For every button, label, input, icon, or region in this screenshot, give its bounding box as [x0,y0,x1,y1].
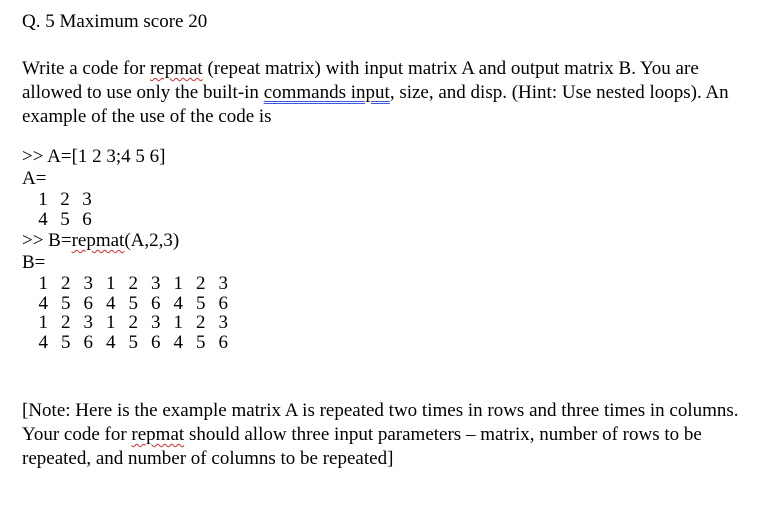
matrix-cell: 3 [151,312,161,333]
matrix-row [32,190,98,210]
matrix-row [32,313,235,333]
matrix-cell: 2 [61,312,71,333]
spelling-flagged-word: repmat [131,424,185,445]
matrix-row [32,333,235,353]
matrix-cell: 5 [196,292,206,314]
matrix-cell: 1 [173,312,183,333]
statement-line-1 [22,57,762,81]
matrix-a [32,190,98,230]
matrix-cell: 4 [106,331,116,353]
note-block [22,399,762,471]
note-line-1: [Note: Here is the example matrix A is repeated two times in rows and three times in columns. [22,400,739,421]
matrix-b [32,274,235,352]
question-heading: Q. 5 Maximum score 20 [22,11,208,32]
statement-line-3: example of the use of the code is [22,106,272,127]
statement-text: (repeat matrix) with input matrix A and output matrix B. You are [202,58,699,79]
matrix-cell: 3 [151,273,161,294]
document-page [22,10,762,469]
matrix-cell: 6 [151,292,161,314]
statement-text: Write a code for [22,58,150,79]
command-text: (A,2,3) [124,230,180,251]
note-line-3: repeated, and number of columns to be repeated] [22,448,394,469]
output-label-a: A= [22,168,47,189]
matrix-cell: 4 [106,292,116,314]
matrix-cell: 2 [61,273,71,294]
matrix-cell: 4 [173,331,183,353]
matrix-cell: 1 [38,312,48,333]
matrix-cell: 1 [38,189,48,210]
matrix-cell: 4 [38,292,48,314]
matrix-cell: 6 [83,292,93,314]
matrix-cell: 3 [218,273,228,294]
statement-line-2 [22,81,762,105]
matrix-cell: 1 [173,273,183,294]
matrix-cell: 2 [196,273,206,294]
spelling-flagged-word: repmat [149,58,203,79]
command-define-a: >> A=[1 2 3;4 5 6] [22,146,166,167]
matrix-cell: 3 [218,312,228,333]
grammar-flagged-text: commands input [263,82,390,103]
matrix-cell: 6 [151,331,161,353]
output-label-b: B= [22,252,46,273]
matrix-cell: 6 [82,209,92,230]
matrix-cell: 5 [60,209,70,230]
matrix-cell: 6 [83,331,93,353]
problem-statement [22,57,762,129]
matrix-cell: 2 [196,312,206,333]
matrix-cell: 2 [60,189,70,210]
spelling-flagged-word: repmat [71,230,125,251]
matrix-cell: 4 [173,292,183,314]
matrix-cell: 4 [38,331,48,353]
matrix-row [32,294,235,314]
matrix-cell: 2 [128,312,138,333]
matrix-cell: 1 [38,273,48,294]
matrix-cell: 3 [82,189,92,210]
matrix-cell: 6 [218,331,228,353]
matrix-cell: 3 [83,312,93,333]
note-line-2 [22,423,762,447]
matrix-cell: 5 [61,292,71,314]
command-repmat [22,230,762,252]
matrix-row [32,210,98,230]
matrix-row [32,274,235,294]
matrix-cell: 5 [128,292,138,314]
matrix-cell: 2 [128,273,138,294]
matrix-cell: 5 [61,331,71,353]
matrix-cell: 3 [83,273,93,294]
statement-text: , size, and disp. (Hint: Use nested loops). An [389,82,729,103]
matrix-cell: 4 [38,209,48,230]
note-text: should allow three input parameters – matrix, number of rows to be [184,424,702,445]
matrix-cell: 5 [128,331,138,353]
matrix-cell: 6 [218,292,228,314]
statement-text: allowed to use only the built-in [22,82,264,103]
command-text: >> B= [22,230,72,251]
matrix-cell: 1 [106,312,116,333]
code-example [22,146,762,352]
matrix-cell: 5 [196,331,206,353]
matrix-cell: 1 [106,273,116,294]
note-text: Your code for [22,424,132,445]
